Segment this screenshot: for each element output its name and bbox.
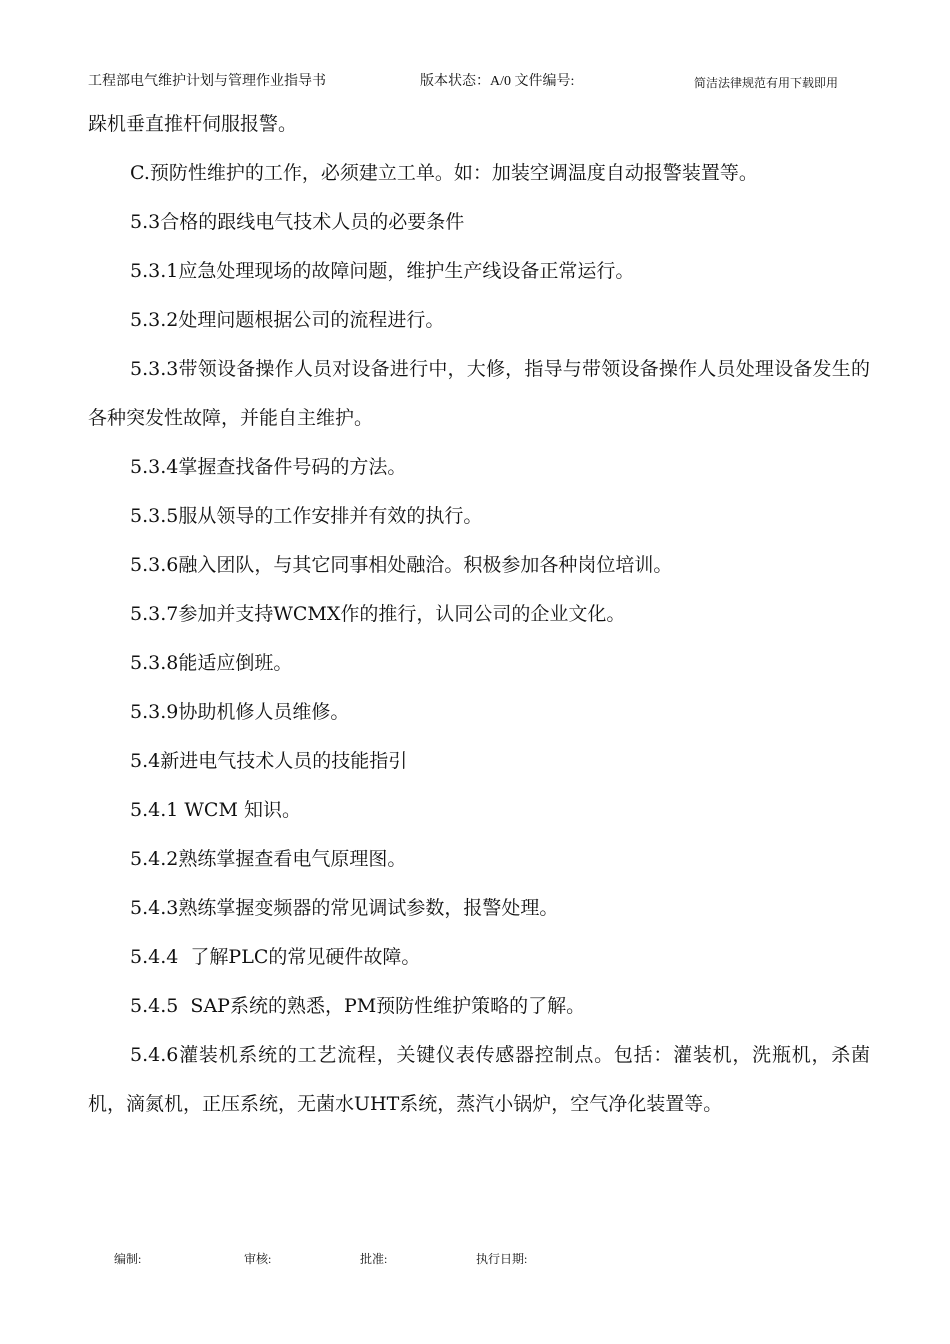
page-header	[0, 70, 950, 94]
section-heading-5-4: 5.4新进电气技术人员的技能指引	[130, 750, 408, 772]
paragraph-5-4-2: 5.4.2熟练掌握查看电气原理图。	[130, 848, 407, 870]
document-title: 工程部电气维护计划与管理作业指导书	[88, 74, 326, 89]
footer-reviewed: 审核:	[244, 1252, 272, 1266]
paragraph-preventive-maintenance: C.预防性维护的工作，必须建立工单。如：加装空调温度自动报警装置等。	[130, 162, 758, 184]
footer-compiled: 编制:	[114, 1252, 142, 1266]
version-status: 版本状态：A/0 文件编号:	[420, 74, 575, 89]
paragraph-5-4-5: 5.4.5 SAP系统的熟悉，PM预防性维护策略的了解。	[130, 995, 586, 1017]
paragraph-5-4-4: 5.4.4 了解PLC的常见硬件故障。	[130, 946, 421, 968]
paragraph-5-4-3: 5.4.3熟练掌握变频器的常见调试参数，报警处理。	[130, 897, 559, 919]
paragraph-5-3-4: 5.3.4掌握查找备件号码的方法。	[130, 456, 407, 478]
paragraph-5-3-2: 5.3.2处理问题根据公司的流程进行。	[130, 309, 445, 331]
section-heading-5-3: 5.3合格的跟线电气技术人员的必要条件	[130, 211, 465, 233]
paragraph-5-4-1: 5.4.1 WCM 知识。	[130, 799, 301, 821]
paragraph-5-3-7: 5.3.7参加并支持WCMX作的推行，认同公司的企业文化。	[130, 603, 626, 625]
paragraph-continuation: 跺机垂直推杆伺服报警。	[88, 113, 298, 135]
header-note: 简洁法律规范有用下载即用	[694, 76, 839, 90]
footer-approved: 批准:	[360, 1252, 388, 1266]
paragraph-5-3-8: 5.3.8能适应倒班。	[130, 652, 293, 674]
paragraph-5-3-6: 5.3.6融入团队，与其它同事相处融洽。积极参加各种岗位培训。	[130, 554, 673, 576]
paragraph-5-3-9: 5.3.9协助机修人员维修。	[130, 701, 350, 723]
document-body	[88, 100, 870, 1129]
footer-effective-date: 执行日期:	[476, 1252, 528, 1266]
paragraph-5-4-6: 5.4.6灌装机系统的工艺流程，关键仪表传感器控制点。包括：灌装机，洗瓶机，杀菌机，滴氮机，正压系统，无菌水UHT系统，蒸汽小锅炉，空气净化装置等。	[88, 1044, 870, 1115]
paragraph-5-3-5: 5.3.5服从领导的工作安排并有效的执行。	[130, 505, 483, 527]
paragraph-5-3-3: 5.3.3带领设备操作人员对设备进行中，大修，指导与带领设备操作人员处理设备发生的各种突发性故障，并能自主维护。	[88, 358, 870, 429]
paragraph-5-3-1: 5.3.1应急处理现场的故障问题，维护生产线设备正常运行。	[130, 260, 635, 282]
